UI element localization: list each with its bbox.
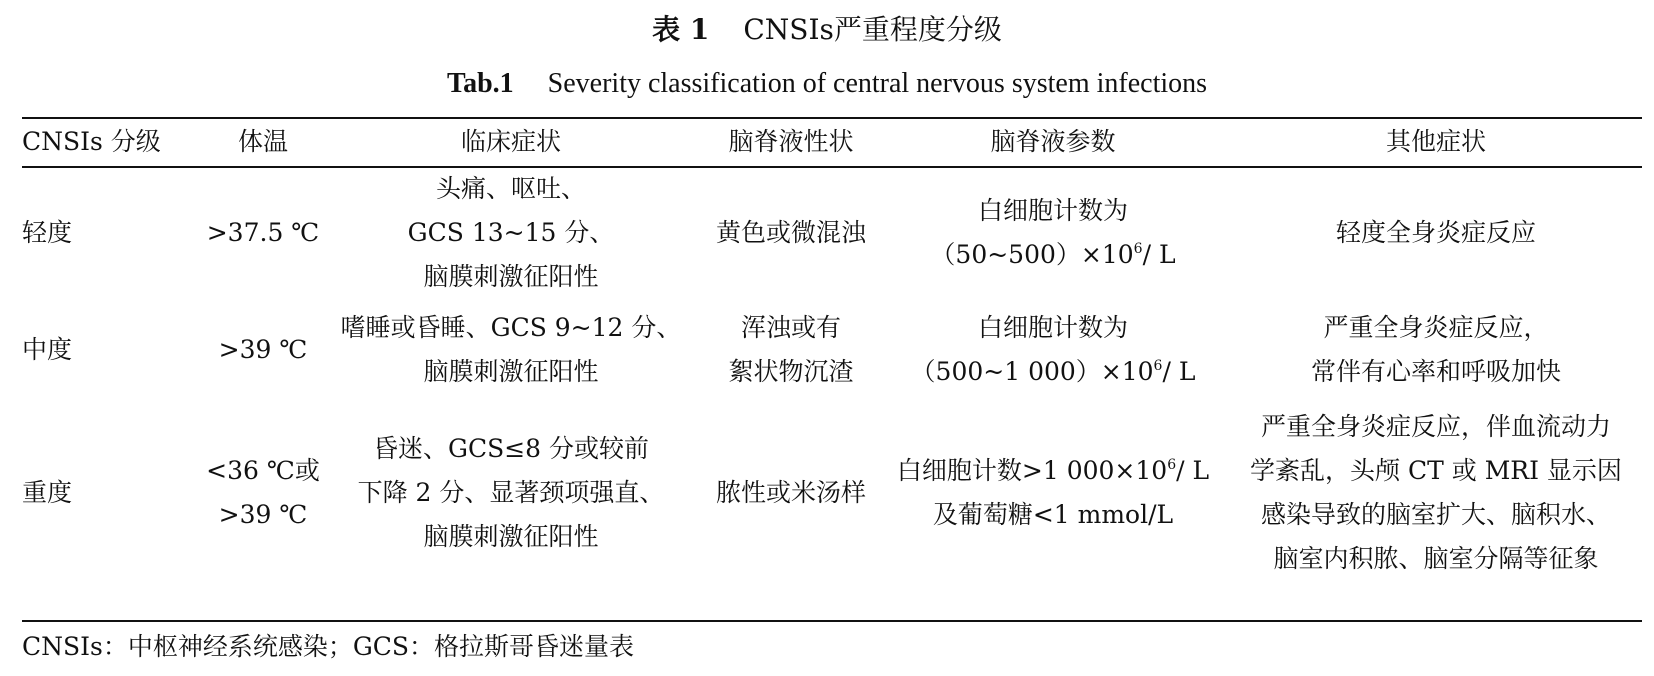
header-csf-params: 脑脊液参数: [990, 127, 1116, 156]
cell-grade: 中度: [22, 335, 73, 364]
cell-csf-params-line: 白细胞计数为: [977, 196, 1128, 225]
cell-csf-params-line: 白细胞计数>1 $000\times 10^6/$ L: [896, 456, 1210, 485]
cell-other-line: 脑室内积脓、脑室分隔等征象: [1273, 544, 1599, 573]
table-title-english: Severity classification of central nervous system infections: [547, 68, 1208, 99]
cell-other-line: 严重全身炎症反应，伴血流动力: [1260, 412, 1611, 441]
cell-clinical-line: 嗜睡或昏睡、GCS 9~12 分、: [340, 313, 682, 342]
cell-other-line: 学紊乱，头颅 CT 或 MRI 显示因: [1250, 456, 1622, 485]
cell-csf-params-line: （500~1 $000)\times 10^6/$ L: [910, 357, 1196, 386]
table-header-rule: [22, 166, 1642, 168]
cell-csf-appearance: 脓性或米汤样: [715, 478, 866, 507]
header-clinical: 临床症状: [460, 127, 561, 156]
header-csf-appearance: 脑脊液性状: [728, 127, 854, 156]
header-grade: CNSIs 分级: [22, 127, 161, 156]
cell-temperature-line: >39 ℃: [218, 500, 308, 529]
cell-csf-appearance-line: 浑浊或有: [740, 313, 841, 342]
cell-csf-params-line: 白细胞计数为: [977, 313, 1128, 342]
cell-grade: 轻度: [22, 218, 73, 247]
header-other: 其他症状: [1385, 127, 1486, 156]
cell-temperature: >37.5 ℃: [206, 218, 320, 247]
cell-temperature: >39 ℃: [218, 335, 308, 364]
cell-clinical-line: 下降 2 分、显著颈项强直、: [357, 478, 665, 507]
cell-clinical-line: 昏迷、GCS≤8 分或较前: [372, 434, 650, 463]
header-temperature: 体温: [237, 127, 288, 156]
cell-csf-appearance: 黄色或微混浊: [715, 218, 866, 247]
cell-clinical-line: 头痛、呕吐、: [435, 174, 586, 203]
table-label-chinese: 表 1: [652, 13, 710, 46]
cell-other-line: 严重全身炎症反应，: [1323, 313, 1549, 342]
cell-clinical-line: 脑膜刺激征阳性: [423, 262, 599, 291]
table-caption-english: [0, 64, 1654, 104]
cell-csf-appearance-line: 絮状物沉渣: [728, 357, 854, 386]
cell-other-line: 感染导致的脑室扩大、脑积水、: [1260, 500, 1611, 529]
table-bottom-rule: [22, 620, 1642, 622]
cell-clinical-line: 脑膜刺激征阳性: [423, 357, 599, 386]
cell-clinical-line: 脑膜刺激征阳性: [423, 522, 599, 551]
cell-other-line: 常伴有心率和呼吸加快: [1310, 357, 1561, 386]
cell-grade: 重度: [22, 478, 73, 507]
cell-csf-params-line: 及葡萄糖<1 mmol/L: [932, 500, 1174, 529]
table-title-chinese: CNSIs严重程度分级: [743, 13, 1002, 46]
cell-other: 轻度全身炎症反应: [1335, 218, 1536, 247]
table-label-english: Tab.1: [446, 68, 514, 99]
cell-csf-params-line: $(50\sim 500)\times 10^6/$ L: [930, 240, 1176, 269]
table-footnote: CNSIs：中枢神经系统感染；GCS：格拉斯哥昏迷量表: [22, 632, 635, 661]
cell-temperature-line: <36 ℃或: [206, 456, 320, 485]
table-caption-chinese: [0, 10, 1654, 50]
cell-clinical-line: GCS 13~15 分、: [407, 218, 615, 247]
